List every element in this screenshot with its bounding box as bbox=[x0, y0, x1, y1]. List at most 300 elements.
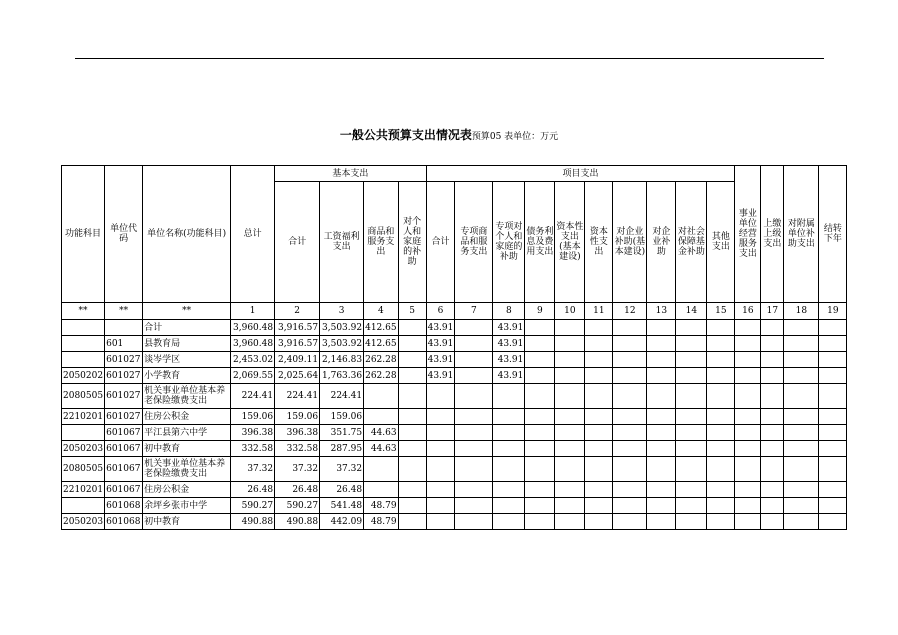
amount-cell bbox=[761, 384, 784, 409]
index-cell: 3 bbox=[320, 303, 364, 320]
amount-cell bbox=[707, 457, 735, 482]
index-cell: 1 bbox=[231, 303, 275, 320]
unit-name-cell: 县教育局 bbox=[143, 336, 231, 352]
amount-cell bbox=[525, 409, 555, 425]
amount-cell: 37.32 bbox=[320, 457, 364, 482]
amount-cell bbox=[455, 409, 493, 425]
unit-name-cell: 机关事业单位基本养老保险缴费支出 bbox=[143, 384, 231, 409]
amount-cell: 396.38 bbox=[231, 425, 275, 441]
amount-cell bbox=[819, 425, 847, 441]
unit-name-cell: 谈岑学区 bbox=[143, 352, 231, 368]
amount-cell bbox=[364, 482, 399, 498]
unit-name-cell: 平江县第六中学 bbox=[143, 425, 231, 441]
index-cell: 11 bbox=[585, 303, 613, 320]
index-cell: 19 bbox=[819, 303, 847, 320]
header-capital: 资本性支出 bbox=[585, 182, 613, 303]
table-row bbox=[62, 368, 847, 384]
amount-cell: 3,916.57 bbox=[275, 336, 320, 352]
amount-cell bbox=[676, 409, 707, 425]
amount-cell bbox=[613, 482, 647, 498]
amount-cell bbox=[493, 514, 525, 530]
amount-cell: 2,453.02 bbox=[231, 352, 275, 368]
amount-cell bbox=[555, 320, 585, 336]
amount-cell bbox=[784, 425, 819, 441]
header-func-code: 功能科目 bbox=[62, 166, 105, 303]
amount-cell bbox=[398, 409, 426, 425]
amount-cell bbox=[555, 441, 585, 457]
amount-cell bbox=[784, 368, 819, 384]
amount-cell bbox=[555, 425, 585, 441]
amount-cell bbox=[735, 425, 761, 441]
amount-cell bbox=[555, 457, 585, 482]
amount-cell bbox=[613, 457, 647, 482]
amount-cell bbox=[707, 352, 735, 368]
amount-cell bbox=[647, 498, 676, 514]
table-row bbox=[62, 320, 847, 336]
header-upper: 上缴上级支出 bbox=[761, 166, 784, 303]
amount-cell bbox=[398, 441, 426, 457]
unit-code-cell: 601 bbox=[105, 336, 143, 352]
amount-cell bbox=[555, 384, 585, 409]
amount-cell bbox=[735, 457, 761, 482]
amount-cell bbox=[585, 441, 613, 457]
amount-cell bbox=[426, 384, 455, 409]
index-cell: 2 bbox=[275, 303, 320, 320]
amount-cell: 590.27 bbox=[275, 498, 320, 514]
header-personal: 对个人和家庭的补助 bbox=[398, 182, 426, 303]
amount-cell: 224.41 bbox=[320, 384, 364, 409]
index-cell: 7 bbox=[455, 303, 493, 320]
amount-cell bbox=[613, 384, 647, 409]
amount-cell bbox=[761, 425, 784, 441]
amount-cell bbox=[707, 384, 735, 409]
amount-cell: 26.48 bbox=[231, 482, 275, 498]
unit-code-cell: 601027 bbox=[105, 409, 143, 425]
func-code-cell: 2050203 bbox=[62, 441, 105, 457]
amount-cell bbox=[735, 320, 761, 336]
amount-cell bbox=[613, 498, 647, 514]
amount-cell bbox=[819, 457, 847, 482]
amount-cell: 44.63 bbox=[364, 441, 399, 457]
amount-cell bbox=[525, 336, 555, 352]
amount-cell bbox=[676, 482, 707, 498]
index-row bbox=[62, 303, 847, 320]
table-row bbox=[62, 482, 847, 498]
amount-cell bbox=[735, 352, 761, 368]
amount-cell bbox=[647, 425, 676, 441]
amount-cell bbox=[707, 425, 735, 441]
table-row bbox=[62, 514, 847, 530]
amount-cell bbox=[819, 336, 847, 352]
amount-cell bbox=[525, 384, 555, 409]
amount-cell: 43.91 bbox=[493, 336, 525, 352]
amount-cell bbox=[784, 482, 819, 498]
index-cell: 15 bbox=[707, 303, 735, 320]
amount-cell bbox=[819, 368, 847, 384]
amount-cell bbox=[613, 425, 647, 441]
amount-cell: 3,960.48 bbox=[231, 320, 275, 336]
index-cell: ** bbox=[143, 303, 231, 320]
amount-cell bbox=[493, 409, 525, 425]
header-proj-sum: 合计 bbox=[426, 182, 455, 303]
amount-cell bbox=[585, 457, 613, 482]
amount-cell: 26.48 bbox=[320, 482, 364, 498]
amount-cell bbox=[784, 336, 819, 352]
amount-cell bbox=[784, 409, 819, 425]
amount-cell: 396.38 bbox=[275, 425, 320, 441]
amount-cell bbox=[555, 352, 585, 368]
unit-code-cell: 601067 bbox=[105, 482, 143, 498]
amount-cell: 262.28 bbox=[364, 368, 399, 384]
amount-cell bbox=[735, 514, 761, 530]
amount-cell bbox=[493, 441, 525, 457]
amount-cell bbox=[676, 336, 707, 352]
amount-cell: 2,146.83 bbox=[320, 352, 364, 368]
amount-cell bbox=[585, 336, 613, 352]
amount-cell bbox=[784, 320, 819, 336]
amount-cell bbox=[676, 384, 707, 409]
amount-cell bbox=[585, 320, 613, 336]
table-row bbox=[62, 409, 847, 425]
amount-cell bbox=[784, 352, 819, 368]
amount-cell bbox=[525, 498, 555, 514]
amount-cell bbox=[647, 320, 676, 336]
func-code-cell bbox=[62, 425, 105, 441]
amount-cell: 351.75 bbox=[320, 425, 364, 441]
amount-cell bbox=[493, 457, 525, 482]
amount-cell: 224.41 bbox=[275, 384, 320, 409]
amount-cell bbox=[784, 441, 819, 457]
amount-cell: 48.79 bbox=[364, 514, 399, 530]
amount-cell bbox=[585, 498, 613, 514]
header-ent-basic: 对企业补助(基本建设) bbox=[613, 182, 647, 303]
amount-cell bbox=[525, 320, 555, 336]
amount-cell bbox=[455, 320, 493, 336]
amount-cell bbox=[784, 514, 819, 530]
amount-cell bbox=[735, 336, 761, 352]
amount-cell bbox=[555, 368, 585, 384]
amount-cell bbox=[819, 409, 847, 425]
amount-cell bbox=[555, 514, 585, 530]
amount-cell: 2,409.11 bbox=[275, 352, 320, 368]
amount-cell bbox=[761, 441, 784, 457]
amount-cell bbox=[455, 384, 493, 409]
amount-cell bbox=[761, 368, 784, 384]
amount-cell bbox=[398, 320, 426, 336]
unit-name-cell: 住房公积金 bbox=[143, 482, 231, 498]
amount-cell bbox=[784, 384, 819, 409]
amount-cell bbox=[426, 482, 455, 498]
amount-cell bbox=[493, 384, 525, 409]
amount-cell bbox=[455, 425, 493, 441]
amount-cell bbox=[525, 514, 555, 530]
amount-cell bbox=[455, 441, 493, 457]
amount-cell: 26.48 bbox=[275, 482, 320, 498]
index-cell: 16 bbox=[735, 303, 761, 320]
table-row bbox=[62, 498, 847, 514]
amount-cell: 3,503.92 bbox=[320, 336, 364, 352]
amount-cell bbox=[525, 368, 555, 384]
header-wages: 工资福利支出 bbox=[320, 182, 364, 303]
amount-cell bbox=[613, 441, 647, 457]
amount-cell: 159.06 bbox=[275, 409, 320, 425]
amount-cell bbox=[647, 384, 676, 409]
amount-cell bbox=[455, 336, 493, 352]
index-cell: 12 bbox=[613, 303, 647, 320]
func-code-cell bbox=[62, 352, 105, 368]
amount-cell bbox=[647, 368, 676, 384]
index-cell: 18 bbox=[784, 303, 819, 320]
amount-cell bbox=[707, 498, 735, 514]
unit-name-cell: 初中教育 bbox=[143, 441, 231, 457]
unit-name-cell: 初中教育 bbox=[143, 514, 231, 530]
table-row bbox=[62, 457, 847, 482]
amount-cell bbox=[819, 514, 847, 530]
amount-cell bbox=[398, 336, 426, 352]
header-carryover: 结转下年 bbox=[819, 166, 847, 303]
amount-cell bbox=[761, 409, 784, 425]
amount-cell: 490.88 bbox=[231, 514, 275, 530]
unit-name-cell: 余坪乡张市中学 bbox=[143, 498, 231, 514]
amount-cell bbox=[364, 384, 399, 409]
amount-cell bbox=[647, 409, 676, 425]
func-code-cell: 2050203 bbox=[62, 514, 105, 530]
amount-cell bbox=[525, 352, 555, 368]
index-cell: ** bbox=[62, 303, 105, 320]
amount-cell bbox=[426, 514, 455, 530]
amount-cell bbox=[426, 409, 455, 425]
amount-cell bbox=[761, 482, 784, 498]
table-subtitle: 预算05 表单位：万元 bbox=[471, 132, 559, 142]
amount-cell bbox=[784, 457, 819, 482]
amount-cell bbox=[735, 384, 761, 409]
amount-cell: 332.58 bbox=[275, 441, 320, 457]
amount-cell bbox=[585, 384, 613, 409]
amount-cell bbox=[819, 384, 847, 409]
amount-cell: 262.28 bbox=[364, 352, 399, 368]
amount-cell bbox=[707, 482, 735, 498]
amount-cell bbox=[455, 482, 493, 498]
table-title: 一般公共预算支出情况表 bbox=[339, 128, 472, 142]
header-capital-basic: 资本性支出(基本建设) bbox=[555, 182, 585, 303]
amount-cell: 159.06 bbox=[320, 409, 364, 425]
header-ent: 对企业补助 bbox=[647, 182, 676, 303]
amount-cell: 48.79 bbox=[364, 498, 399, 514]
amount-cell: 43.91 bbox=[493, 368, 525, 384]
unit-name-cell: 机关事业单位基本养老保险缴费支出 bbox=[143, 457, 231, 482]
func-code-cell: 2210201 bbox=[62, 409, 105, 425]
header-basic-sum: 合计 bbox=[275, 182, 320, 303]
amount-cell bbox=[647, 514, 676, 530]
unit-code-cell: 601027 bbox=[105, 352, 143, 368]
amount-cell: 37.32 bbox=[275, 457, 320, 482]
amount-cell bbox=[398, 457, 426, 482]
amount-cell bbox=[819, 352, 847, 368]
index-cell: 17 bbox=[761, 303, 784, 320]
unit-code-cell bbox=[105, 320, 143, 336]
amount-cell bbox=[784, 498, 819, 514]
amount-cell bbox=[761, 498, 784, 514]
amount-cell bbox=[613, 368, 647, 384]
unit-code-cell: 601027 bbox=[105, 368, 143, 384]
header-project: 项目支出 bbox=[426, 166, 735, 182]
amount-cell bbox=[735, 498, 761, 514]
amount-cell bbox=[585, 352, 613, 368]
amount-cell bbox=[555, 336, 585, 352]
amount-cell: 3,503.92 bbox=[320, 320, 364, 336]
amount-cell bbox=[455, 457, 493, 482]
func-code-cell: 2210201 bbox=[62, 482, 105, 498]
amount-cell bbox=[647, 336, 676, 352]
amount-cell bbox=[819, 320, 847, 336]
amount-cell bbox=[735, 368, 761, 384]
amount-cell bbox=[525, 441, 555, 457]
table-row bbox=[62, 352, 847, 368]
header-proj-goods: 专项商品和服务支出 bbox=[455, 182, 493, 303]
amount-cell: 43.91 bbox=[493, 352, 525, 368]
amount-cell bbox=[555, 498, 585, 514]
amount-cell: 287.95 bbox=[320, 441, 364, 457]
amount-cell bbox=[676, 514, 707, 530]
amount-cell bbox=[398, 384, 426, 409]
amount-cell: 3,916.57 bbox=[275, 320, 320, 336]
amount-cell bbox=[613, 352, 647, 368]
unit-code-cell: 601067 bbox=[105, 457, 143, 482]
amount-cell bbox=[455, 514, 493, 530]
amount-cell bbox=[613, 409, 647, 425]
table-row bbox=[62, 425, 847, 441]
amount-cell bbox=[613, 336, 647, 352]
amount-cell bbox=[676, 320, 707, 336]
func-code-cell: 2080505 bbox=[62, 457, 105, 482]
index-cell: 9 bbox=[525, 303, 555, 320]
top-rule bbox=[75, 58, 824, 59]
amount-cell bbox=[761, 352, 784, 368]
amount-cell: 37.32 bbox=[231, 457, 275, 482]
amount-cell bbox=[364, 409, 399, 425]
unit-name-cell: 合计 bbox=[143, 320, 231, 336]
amount-cell bbox=[525, 425, 555, 441]
amount-cell: 43.91 bbox=[426, 368, 455, 384]
amount-cell bbox=[676, 352, 707, 368]
header-debt: 债务利息及费用支出 bbox=[525, 182, 555, 303]
amount-cell bbox=[455, 368, 493, 384]
budget-table bbox=[61, 165, 847, 530]
header-goods: 商品和服务支出 bbox=[364, 182, 399, 303]
amount-cell: 412.65 bbox=[364, 336, 399, 352]
amount-cell bbox=[819, 482, 847, 498]
amount-cell bbox=[761, 320, 784, 336]
amount-cell: 159.06 bbox=[231, 409, 275, 425]
amount-cell: 2,025.64 bbox=[275, 368, 320, 384]
amount-cell bbox=[735, 482, 761, 498]
header-basic: 基本支出 bbox=[275, 166, 427, 182]
amount-cell bbox=[398, 514, 426, 530]
amount-cell bbox=[555, 409, 585, 425]
index-cell: 10 bbox=[555, 303, 585, 320]
amount-cell bbox=[493, 482, 525, 498]
table-row bbox=[62, 336, 847, 352]
table-row bbox=[62, 384, 847, 409]
amount-cell bbox=[585, 425, 613, 441]
amount-cell: 43.91 bbox=[426, 352, 455, 368]
amount-cell bbox=[647, 482, 676, 498]
amount-cell bbox=[426, 425, 455, 441]
amount-cell bbox=[585, 368, 613, 384]
amount-cell bbox=[707, 409, 735, 425]
amount-cell bbox=[735, 409, 761, 425]
amount-cell bbox=[493, 498, 525, 514]
amount-cell bbox=[455, 498, 493, 514]
unit-code-cell: 601027 bbox=[105, 384, 143, 409]
header-unit-name: 单位名称(功能科目) bbox=[143, 166, 231, 303]
index-cell: 4 bbox=[364, 303, 399, 320]
header-total: 总计 bbox=[231, 166, 275, 303]
amount-cell: 490.88 bbox=[275, 514, 320, 530]
amount-cell bbox=[707, 336, 735, 352]
amount-cell bbox=[525, 482, 555, 498]
amount-cell bbox=[676, 441, 707, 457]
unit-name-cell: 住房公积金 bbox=[143, 409, 231, 425]
amount-cell: 442.09 bbox=[320, 514, 364, 530]
amount-cell bbox=[555, 482, 585, 498]
amount-cell bbox=[676, 425, 707, 441]
unit-code-cell: 601067 bbox=[105, 441, 143, 457]
amount-cell bbox=[647, 352, 676, 368]
amount-cell: 2,069.55 bbox=[231, 368, 275, 384]
amount-cell bbox=[426, 457, 455, 482]
header-business: 事业单位经营服务支出 bbox=[735, 166, 761, 303]
amount-cell: 3,960.48 bbox=[231, 336, 275, 352]
index-cell: 8 bbox=[493, 303, 525, 320]
amount-cell: 412.65 bbox=[364, 320, 399, 336]
amount-cell: 590.27 bbox=[231, 498, 275, 514]
amount-cell bbox=[761, 336, 784, 352]
amount-cell bbox=[707, 320, 735, 336]
amount-cell bbox=[426, 498, 455, 514]
index-cell: 6 bbox=[426, 303, 455, 320]
amount-cell bbox=[585, 514, 613, 530]
func-code-cell: 2050202 bbox=[62, 368, 105, 384]
index-cell: 5 bbox=[398, 303, 426, 320]
amount-cell bbox=[493, 425, 525, 441]
header-proj-personal: 专项对个人和家庭的补助 bbox=[493, 182, 525, 303]
amount-cell bbox=[647, 457, 676, 482]
table-body bbox=[62, 303, 847, 530]
func-code-cell: 2080505 bbox=[62, 384, 105, 409]
amount-cell: 43.91 bbox=[426, 336, 455, 352]
amount-cell: 43.91 bbox=[493, 320, 525, 336]
index-cell: 13 bbox=[647, 303, 676, 320]
amount-cell bbox=[585, 482, 613, 498]
unit-code-cell: 601068 bbox=[105, 498, 143, 514]
amount-cell bbox=[647, 441, 676, 457]
index-cell: 14 bbox=[676, 303, 707, 320]
amount-cell bbox=[585, 409, 613, 425]
amount-cell: 224.41 bbox=[231, 384, 275, 409]
amount-cell: 1,763.36 bbox=[320, 368, 364, 384]
header-social: 对社会保障基金补助 bbox=[676, 182, 707, 303]
amount-cell: 541.48 bbox=[320, 498, 364, 514]
amount-cell: 44.63 bbox=[364, 425, 399, 441]
unit-code-cell: 601067 bbox=[105, 425, 143, 441]
amount-cell bbox=[426, 441, 455, 457]
amount-cell bbox=[398, 352, 426, 368]
header-subordinate: 对附属单位补助支出 bbox=[784, 166, 819, 303]
amount-cell bbox=[398, 425, 426, 441]
amount-cell bbox=[761, 457, 784, 482]
amount-cell bbox=[707, 514, 735, 530]
